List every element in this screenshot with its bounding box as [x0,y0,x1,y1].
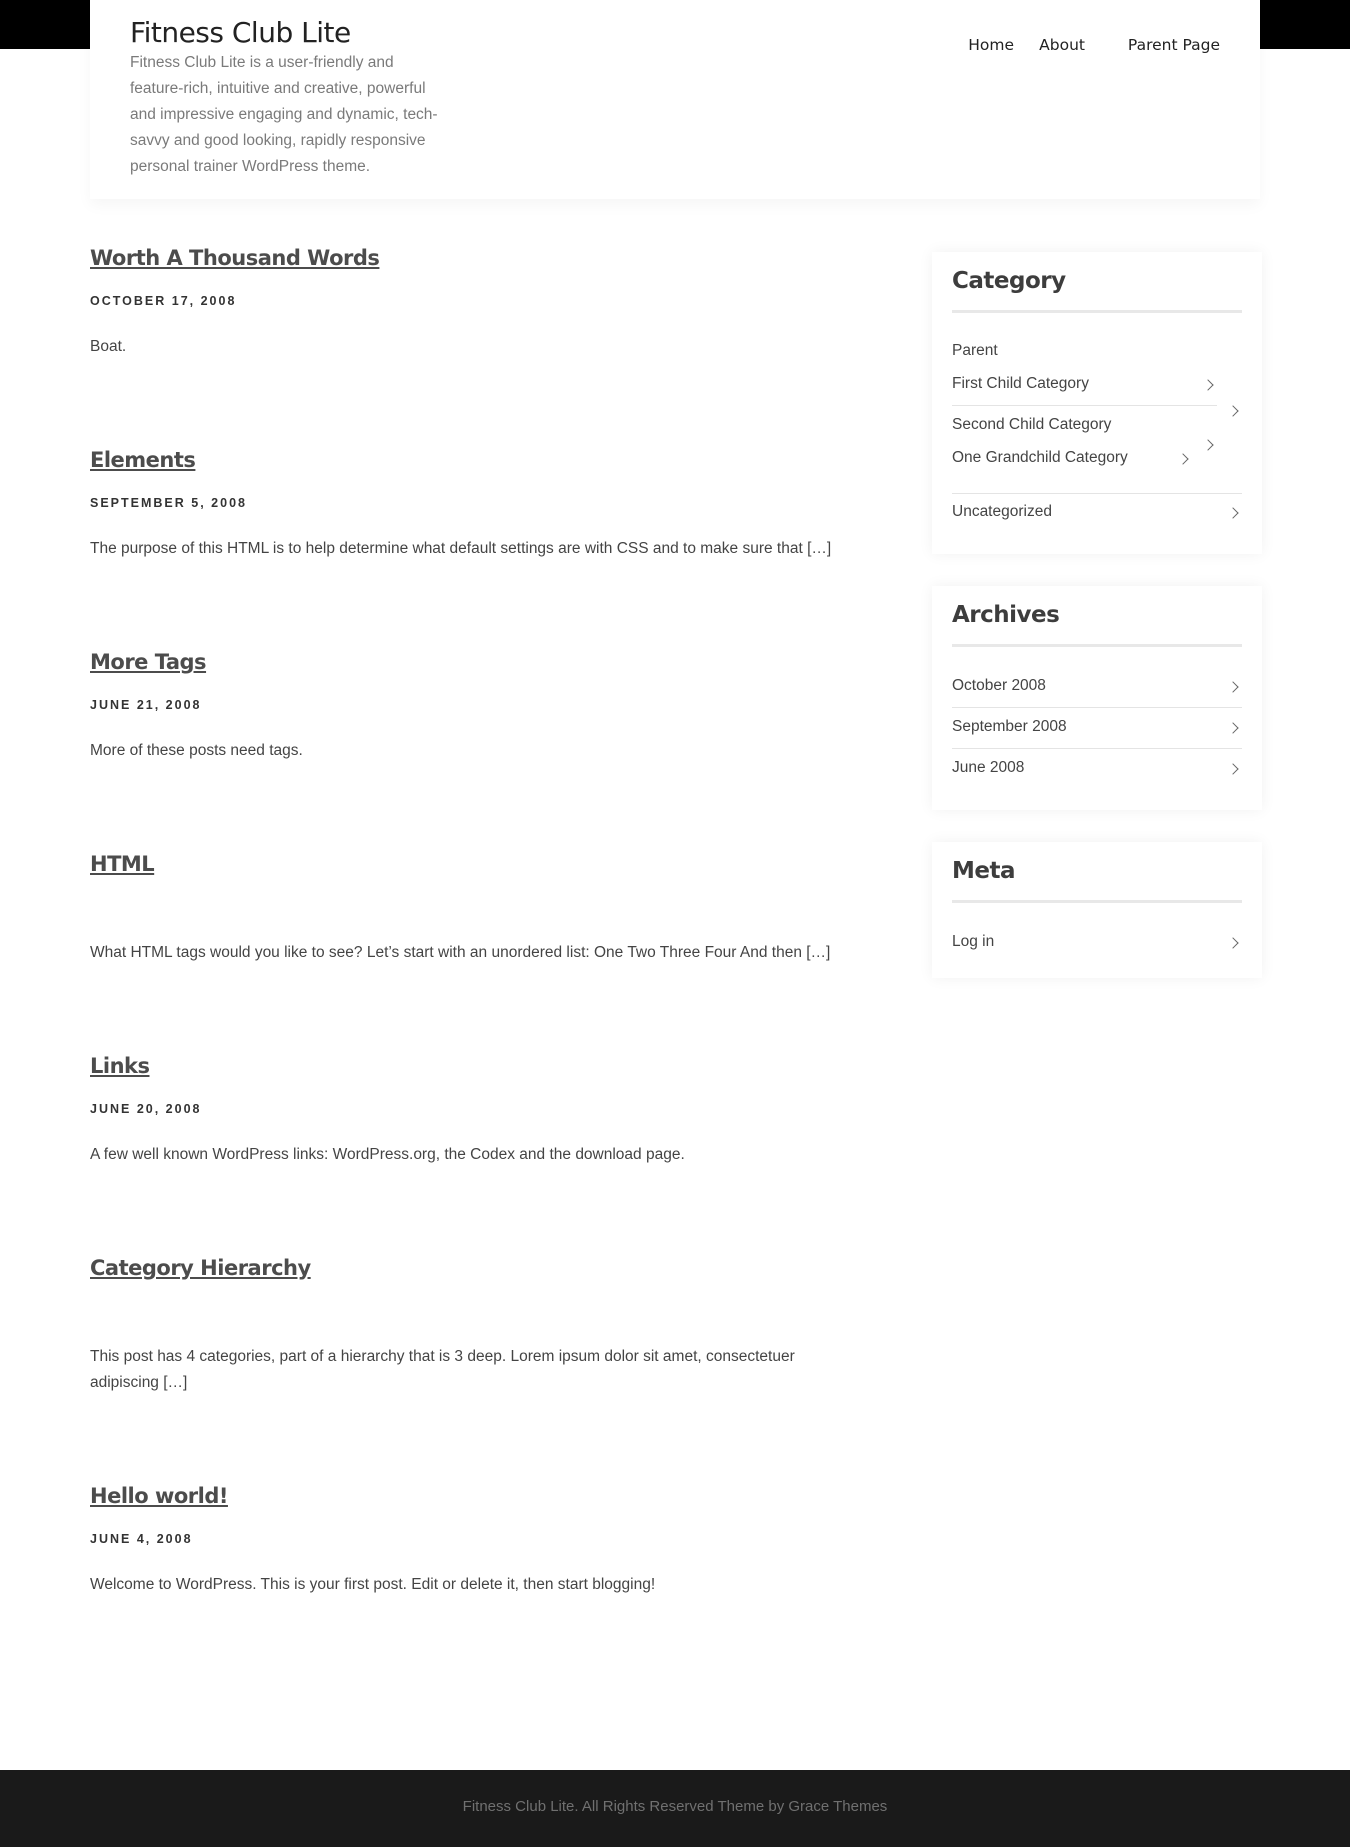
widget-title: Archives [952,602,1060,628]
post-date: OCTOBER 17, 2008 [90,294,237,308]
archives-widget [932,586,1262,810]
list-divider [952,748,1242,749]
post-title-link[interactable]: Hello world! [90,1484,228,1508]
site-footer [0,1770,1350,1847]
chevron-right-icon [1227,722,1238,733]
nav-home[interactable]: Home [968,36,1014,54]
post-title-link[interactable]: More Tags [90,650,207,674]
chevron-right-icon [1202,439,1213,450]
category-link-second-child[interactable]: Second Child Category [952,416,1112,433]
post-title-link[interactable]: Links [90,1054,150,1078]
post-title-link[interactable]: Worth A Thousand Words [90,246,380,270]
widget-divider [952,900,1242,903]
list-divider [952,405,1217,406]
chevron-right-icon [1202,379,1213,390]
post-excerpt: Boat. [90,338,127,355]
category-widget [932,252,1262,554]
post-excerpt: What HTML tags would you like to see? Let’s start with an unordered list: One Two Three Four And then […] [90,944,831,961]
post-title-link[interactable]: Category Hierarchy [90,1256,311,1280]
chevron-right-icon [1227,405,1238,416]
archive-link[interactable]: September 2008 [952,718,1067,735]
nav-about[interactable]: About [1039,36,1085,54]
footer-copyright: Fitness Club Lite. All Rights Reserved Theme by Grace Themes [462,1798,888,1815]
post-excerpt: Welcome to WordPress. This is your first post. Edit or delete it, then start blogging! [90,1576,656,1593]
category-link-first-child[interactable]: First Child Category [952,375,1089,392]
post-date: JUNE 4, 2008 [90,1532,193,1546]
post-excerpt: The purpose of this HTML is to help determine what default settings are with CSS and to make sure that […] [90,540,832,557]
chevron-right-icon [1177,453,1188,464]
site-description: Fitness Club Lite is a user-friendly and feature-rich, intuitive and creative, powerful and impressive engaging and dynamic, tech-savvy and good looking, rapidly responsive personal trainer WordPress theme. [130,54,438,175]
site-title-link[interactable]: Fitness Club Lite [130,16,351,49]
meta-widget [932,842,1262,978]
post-title-link[interactable]: HTML [90,852,155,876]
chevron-right-icon [1227,763,1238,774]
post-excerpt: A few well known WordPress links: WordPress.org, the Codex and the download page. [90,1146,685,1163]
post-date: JUNE 20, 2008 [90,1102,202,1116]
post-excerpt: This post has 4 categories, part of a hierarchy that is 3 deep. Lorem ipsum dolor sit amet, consectetuer adipiscing […] [90,1348,795,1391]
category-link-grandchild[interactable]: One Grandchild Category [952,449,1128,466]
widget-divider [952,310,1242,313]
post-date: JUNE 21, 2008 [90,698,202,712]
post-excerpt: More of these posts need tags. [90,742,303,759]
list-divider [952,493,1242,494]
login-link[interactable]: Log in [952,933,995,950]
site-header [90,0,1260,199]
widget-title: Meta [952,858,1016,884]
archive-link[interactable]: June 2008 [952,759,1025,776]
chevron-right-icon [1227,507,1238,518]
post-title-link[interactable]: Elements [90,448,196,472]
category-link-uncategorized[interactable]: Uncategorized [952,503,1052,520]
post-date: SEPTEMBER 5, 2008 [90,496,247,510]
chevron-right-icon [1227,937,1238,948]
chevron-right-icon [1227,681,1238,692]
nav-parent-page[interactable]: Parent Page [1127,36,1220,54]
widget-title: Category [952,268,1066,294]
archive-link[interactable]: October 2008 [952,677,1046,694]
list-divider [952,707,1242,708]
widget-divider [952,644,1242,647]
category-link-parent[interactable]: Parent [952,342,998,359]
